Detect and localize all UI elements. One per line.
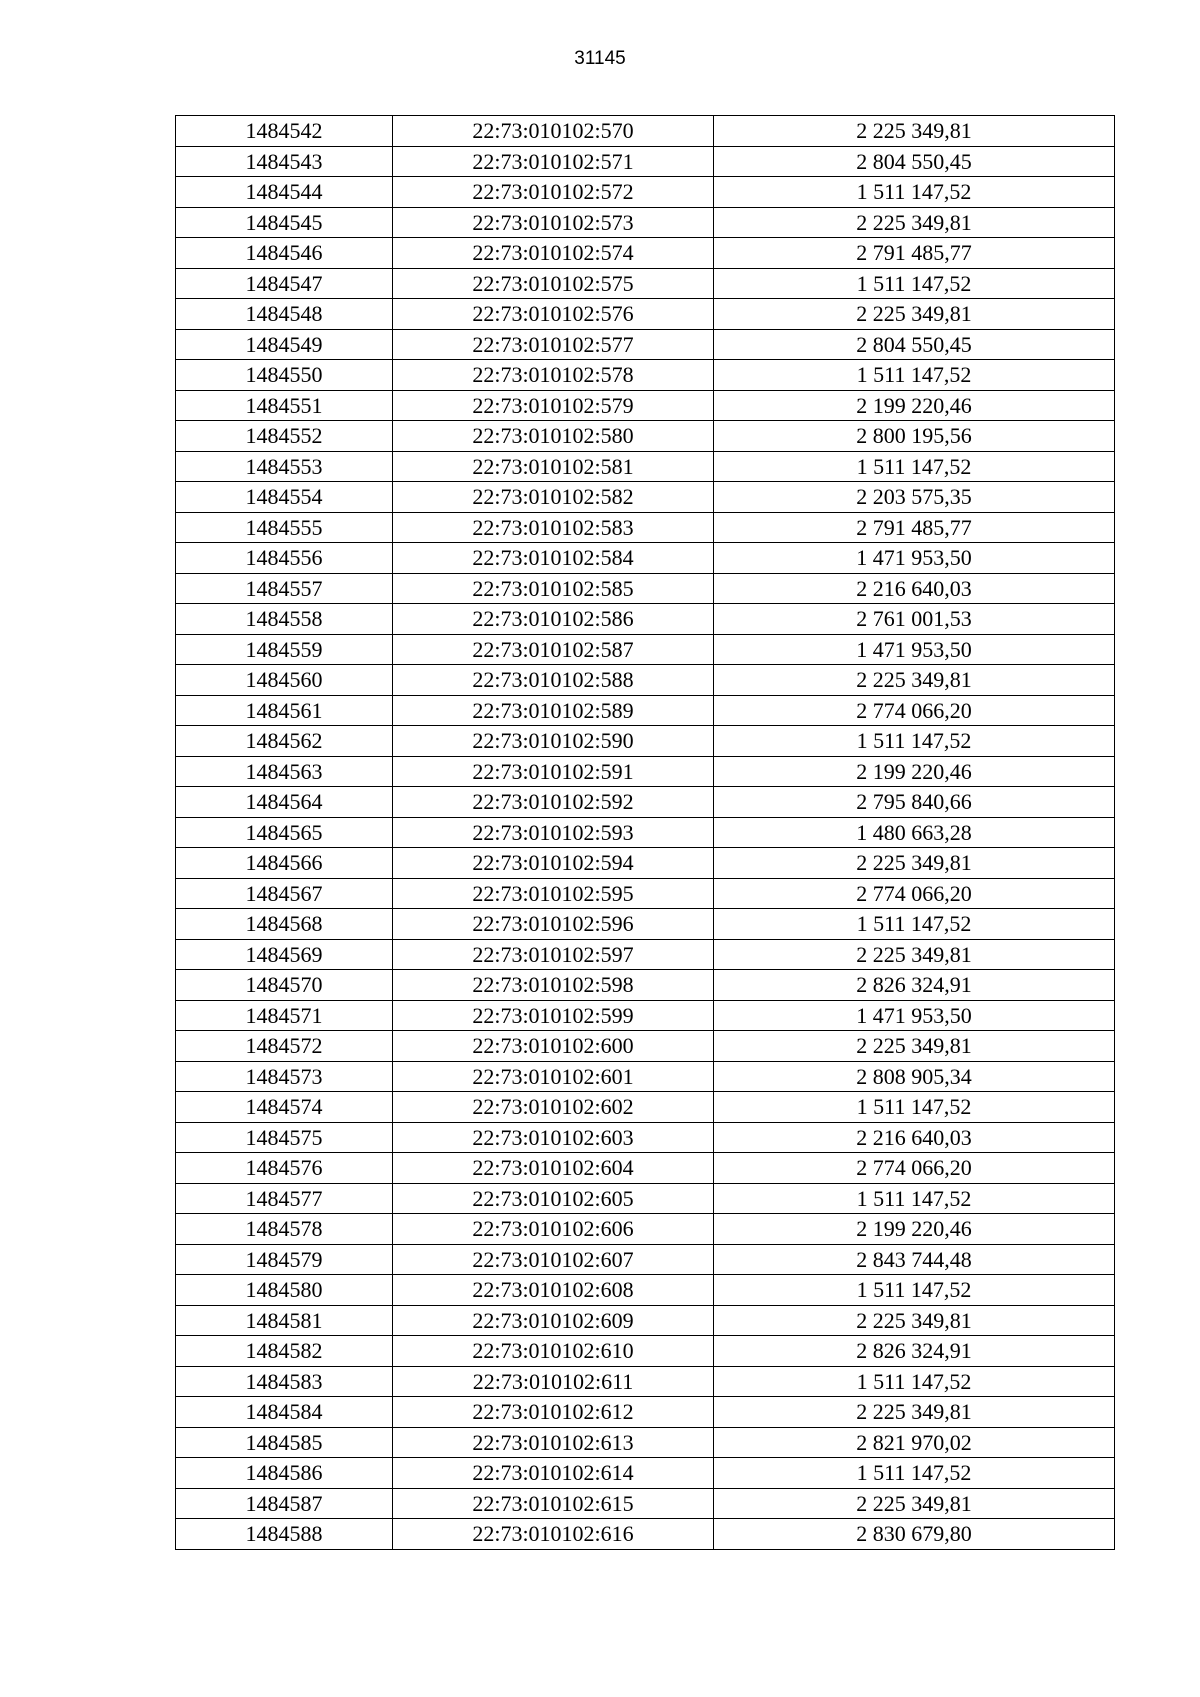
value-cell: 2 225 349,81 — [714, 1031, 1115, 1062]
table-row — [176, 1061, 1115, 1092]
record-id-cell: 1484569 — [176, 939, 393, 970]
table-body — [176, 116, 1115, 1550]
cadastral-number-cell: 22:73:010102:597 — [393, 939, 714, 970]
value-cell: 2 804 550,45 — [714, 329, 1115, 360]
table-row — [176, 116, 1115, 147]
cadastral-number-cell: 22:73:010102:581 — [393, 451, 714, 482]
cadastral-number-cell: 22:73:010102:614 — [393, 1458, 714, 1489]
table-row — [176, 970, 1115, 1001]
cadastral-number-cell: 22:73:010102:600 — [393, 1031, 714, 1062]
record-id-cell: 1484584 — [176, 1397, 393, 1428]
cadastral-number-cell: 22:73:010102:579 — [393, 390, 714, 421]
value-cell: 1 480 663,28 — [714, 817, 1115, 848]
record-id-cell: 1484583 — [176, 1366, 393, 1397]
record-id-cell: 1484566 — [176, 848, 393, 879]
record-id-cell: 1484587 — [176, 1488, 393, 1519]
value-cell: 2 216 640,03 — [714, 1122, 1115, 1153]
cadastral-number-cell: 22:73:010102:578 — [393, 360, 714, 391]
value-cell: 2 225 349,81 — [714, 1305, 1115, 1336]
record-id-cell: 1484558 — [176, 604, 393, 635]
table-row — [176, 1244, 1115, 1275]
table-row — [176, 817, 1115, 848]
record-id-cell: 1484552 — [176, 421, 393, 452]
cadastral-number-cell: 22:73:010102:584 — [393, 543, 714, 574]
cadastral-number-cell: 22:73:010102:583 — [393, 512, 714, 543]
cadastral-number-cell: 22:73:010102:587 — [393, 634, 714, 665]
record-id-cell: 1484561 — [176, 695, 393, 726]
value-cell: 2 199 220,46 — [714, 1214, 1115, 1245]
value-cell: 1 511 147,52 — [714, 177, 1115, 208]
table-row — [176, 390, 1115, 421]
table-row — [176, 787, 1115, 818]
record-id-cell: 1484579 — [176, 1244, 393, 1275]
table-row — [176, 1488, 1115, 1519]
table-row — [176, 909, 1115, 940]
record-id-cell: 1484543 — [176, 146, 393, 177]
record-id-cell: 1484555 — [176, 512, 393, 543]
value-cell: 1 471 953,50 — [714, 543, 1115, 574]
table-row — [176, 1000, 1115, 1031]
cadastral-number-cell: 22:73:010102:612 — [393, 1397, 714, 1428]
cadastral-number-cell: 22:73:010102:611 — [393, 1366, 714, 1397]
table-row — [176, 1519, 1115, 1550]
table-row — [176, 756, 1115, 787]
record-id-cell: 1484564 — [176, 787, 393, 818]
value-cell: 2 761 001,53 — [714, 604, 1115, 635]
record-id-cell: 1484588 — [176, 1519, 393, 1550]
record-id-cell: 1484544 — [176, 177, 393, 208]
value-cell: 1 511 147,52 — [714, 726, 1115, 757]
cadastral-number-cell: 22:73:010102:572 — [393, 177, 714, 208]
value-cell: 1 471 953,50 — [714, 1000, 1115, 1031]
table-row — [176, 573, 1115, 604]
record-id-cell: 1484582 — [176, 1336, 393, 1367]
record-id-cell: 1484578 — [176, 1214, 393, 1245]
cadastral-number-cell: 22:73:010102:604 — [393, 1153, 714, 1184]
cadastral-number-cell: 22:73:010102:598 — [393, 970, 714, 1001]
record-id-cell: 1484554 — [176, 482, 393, 513]
cadastral-number-cell: 22:73:010102:613 — [393, 1427, 714, 1458]
table-row — [176, 1366, 1115, 1397]
value-cell: 2 774 066,20 — [714, 1153, 1115, 1184]
value-cell: 2 199 220,46 — [714, 390, 1115, 421]
cadastral-number-cell: 22:73:010102:586 — [393, 604, 714, 635]
value-cell: 2 199 220,46 — [714, 756, 1115, 787]
record-id-cell: 1484550 — [176, 360, 393, 391]
cadastral-number-cell: 22:73:010102:590 — [393, 726, 714, 757]
table-row — [176, 329, 1115, 360]
record-id-cell: 1484547 — [176, 268, 393, 299]
value-cell: 2 800 195,56 — [714, 421, 1115, 452]
table-row — [176, 1214, 1115, 1245]
cadastral-number-cell: 22:73:010102:616 — [393, 1519, 714, 1550]
record-id-cell: 1484571 — [176, 1000, 393, 1031]
record-id-cell: 1484542 — [176, 116, 393, 147]
record-id-cell: 1484575 — [176, 1122, 393, 1153]
record-id-cell: 1484546 — [176, 238, 393, 269]
record-id-cell: 1484581 — [176, 1305, 393, 1336]
value-cell: 2 804 550,45 — [714, 146, 1115, 177]
record-id-cell: 1484565 — [176, 817, 393, 848]
value-cell: 1 511 147,52 — [714, 1092, 1115, 1123]
table-row — [176, 177, 1115, 208]
record-id-cell: 1484556 — [176, 543, 393, 574]
record-id-cell: 1484545 — [176, 207, 393, 238]
value-cell: 2 791 485,77 — [714, 512, 1115, 543]
table-row — [176, 1275, 1115, 1306]
table-row — [176, 1427, 1115, 1458]
cadastral-number-cell: 22:73:010102:594 — [393, 848, 714, 879]
cadastral-number-cell: 22:73:010102:585 — [393, 573, 714, 604]
record-id-cell: 1484559 — [176, 634, 393, 665]
value-cell: 1 511 147,52 — [714, 360, 1115, 391]
table-row — [176, 695, 1115, 726]
cadastral-number-cell: 22:73:010102:573 — [393, 207, 714, 238]
table-row — [176, 451, 1115, 482]
cadastral-number-cell: 22:73:010102:601 — [393, 1061, 714, 1092]
table-row — [176, 1458, 1115, 1489]
record-id-cell: 1484577 — [176, 1183, 393, 1214]
table-row — [176, 1336, 1115, 1367]
record-id-cell: 1484586 — [176, 1458, 393, 1489]
record-id-cell: 1484568 — [176, 909, 393, 940]
value-cell: 2 225 349,81 — [714, 848, 1115, 879]
table-row — [176, 939, 1115, 970]
table-row — [176, 634, 1115, 665]
value-cell: 1 471 953,50 — [714, 634, 1115, 665]
table-row — [176, 1183, 1115, 1214]
record-id-cell: 1484585 — [176, 1427, 393, 1458]
value-cell: 2 795 840,66 — [714, 787, 1115, 818]
data-table — [175, 115, 1115, 1550]
table-row — [176, 878, 1115, 909]
cadastral-number-cell: 22:73:010102:608 — [393, 1275, 714, 1306]
cadastral-number-cell: 22:73:010102:609 — [393, 1305, 714, 1336]
table-row — [176, 665, 1115, 696]
cadastral-number-cell: 22:73:010102:576 — [393, 299, 714, 330]
table-row — [176, 1031, 1115, 1062]
table-row — [176, 848, 1115, 879]
value-cell: 1 511 147,52 — [714, 1458, 1115, 1489]
value-cell: 2 791 485,77 — [714, 238, 1115, 269]
value-cell: 2 808 905,34 — [714, 1061, 1115, 1092]
cadastral-number-cell: 22:73:010102:606 — [393, 1214, 714, 1245]
value-cell: 2 225 349,81 — [714, 299, 1115, 330]
cadastral-number-cell: 22:73:010102:574 — [393, 238, 714, 269]
cadastral-number-cell: 22:73:010102:582 — [393, 482, 714, 513]
cadastral-number-cell: 22:73:010102:596 — [393, 909, 714, 940]
table-row — [176, 482, 1115, 513]
value-cell: 2 225 349,81 — [714, 939, 1115, 970]
value-cell: 2 826 324,91 — [714, 1336, 1115, 1367]
table-row — [176, 207, 1115, 238]
cadastral-number-cell: 22:73:010102:591 — [393, 756, 714, 787]
record-id-cell: 1484557 — [176, 573, 393, 604]
cadastral-number-cell: 22:73:010102:592 — [393, 787, 714, 818]
cadastral-number-cell: 22:73:010102:571 — [393, 146, 714, 177]
record-id-cell: 1484573 — [176, 1061, 393, 1092]
value-cell: 2 225 349,81 — [714, 116, 1115, 147]
cadastral-number-cell: 22:73:010102:610 — [393, 1336, 714, 1367]
cadastral-number-cell: 22:73:010102:605 — [393, 1183, 714, 1214]
cadastral-number-cell: 22:73:010102:607 — [393, 1244, 714, 1275]
record-id-cell: 1484560 — [176, 665, 393, 696]
cadastral-number-cell: 22:73:010102:570 — [393, 116, 714, 147]
value-cell: 2 843 744,48 — [714, 1244, 1115, 1275]
table-row — [176, 543, 1115, 574]
table-row — [176, 360, 1115, 391]
value-cell: 2 225 349,81 — [714, 1397, 1115, 1428]
record-id-cell: 1484548 — [176, 299, 393, 330]
value-cell: 1 511 147,52 — [714, 909, 1115, 940]
cadastral-number-cell: 22:73:010102:603 — [393, 1122, 714, 1153]
cadastral-number-cell: 22:73:010102:599 — [393, 1000, 714, 1031]
value-cell: 1 511 147,52 — [714, 451, 1115, 482]
record-id-cell: 1484553 — [176, 451, 393, 482]
table-row — [176, 1122, 1115, 1153]
value-cell: 1 511 147,52 — [714, 1183, 1115, 1214]
cadastral-number-cell: 22:73:010102:589 — [393, 695, 714, 726]
cadastral-number-cell: 22:73:010102:580 — [393, 421, 714, 452]
value-cell: 2 830 679,80 — [714, 1519, 1115, 1550]
table-row — [176, 268, 1115, 299]
value-cell: 2 225 349,81 — [714, 207, 1115, 238]
record-id-cell: 1484572 — [176, 1031, 393, 1062]
record-id-cell: 1484563 — [176, 756, 393, 787]
value-cell: 2 216 640,03 — [714, 573, 1115, 604]
value-cell: 2 225 349,81 — [714, 1488, 1115, 1519]
record-id-cell: 1484567 — [176, 878, 393, 909]
table-row — [176, 146, 1115, 177]
table-row — [176, 726, 1115, 757]
table-row — [176, 299, 1115, 330]
value-cell: 1 511 147,52 — [714, 1275, 1115, 1306]
value-cell: 2 774 066,20 — [714, 878, 1115, 909]
record-id-cell: 1484576 — [176, 1153, 393, 1184]
value-cell: 1 511 147,52 — [714, 268, 1115, 299]
record-id-cell: 1484562 — [176, 726, 393, 757]
cadastral-number-cell: 22:73:010102:602 — [393, 1092, 714, 1123]
table-row — [176, 421, 1115, 452]
cadastral-number-cell: 22:73:010102:588 — [393, 665, 714, 696]
value-cell: 2 821 970,02 — [714, 1427, 1115, 1458]
record-id-cell: 1484551 — [176, 390, 393, 421]
cadastral-number-cell: 22:73:010102:575 — [393, 268, 714, 299]
cadastral-number-cell: 22:73:010102:577 — [393, 329, 714, 360]
record-id-cell: 1484574 — [176, 1092, 393, 1123]
value-cell: 1 511 147,52 — [714, 1366, 1115, 1397]
cadastral-number-cell: 22:73:010102:595 — [393, 878, 714, 909]
value-cell: 2 826 324,91 — [714, 970, 1115, 1001]
record-id-cell: 1484580 — [176, 1275, 393, 1306]
value-cell: 2 774 066,20 — [714, 695, 1115, 726]
table-row — [176, 512, 1115, 543]
cadastral-number-cell: 22:73:010102:615 — [393, 1488, 714, 1519]
table-row — [176, 1397, 1115, 1428]
table-row — [176, 238, 1115, 269]
page-number: 31145 — [574, 48, 626, 69]
table-row — [176, 604, 1115, 635]
value-cell: 2 203 575,35 — [714, 482, 1115, 513]
record-id-cell: 1484570 — [176, 970, 393, 1001]
table-row — [176, 1305, 1115, 1336]
cadastral-number-cell: 22:73:010102:593 — [393, 817, 714, 848]
table-row — [176, 1153, 1115, 1184]
value-cell: 2 225 349,81 — [714, 665, 1115, 696]
table-row — [176, 1092, 1115, 1123]
record-id-cell: 1484549 — [176, 329, 393, 360]
